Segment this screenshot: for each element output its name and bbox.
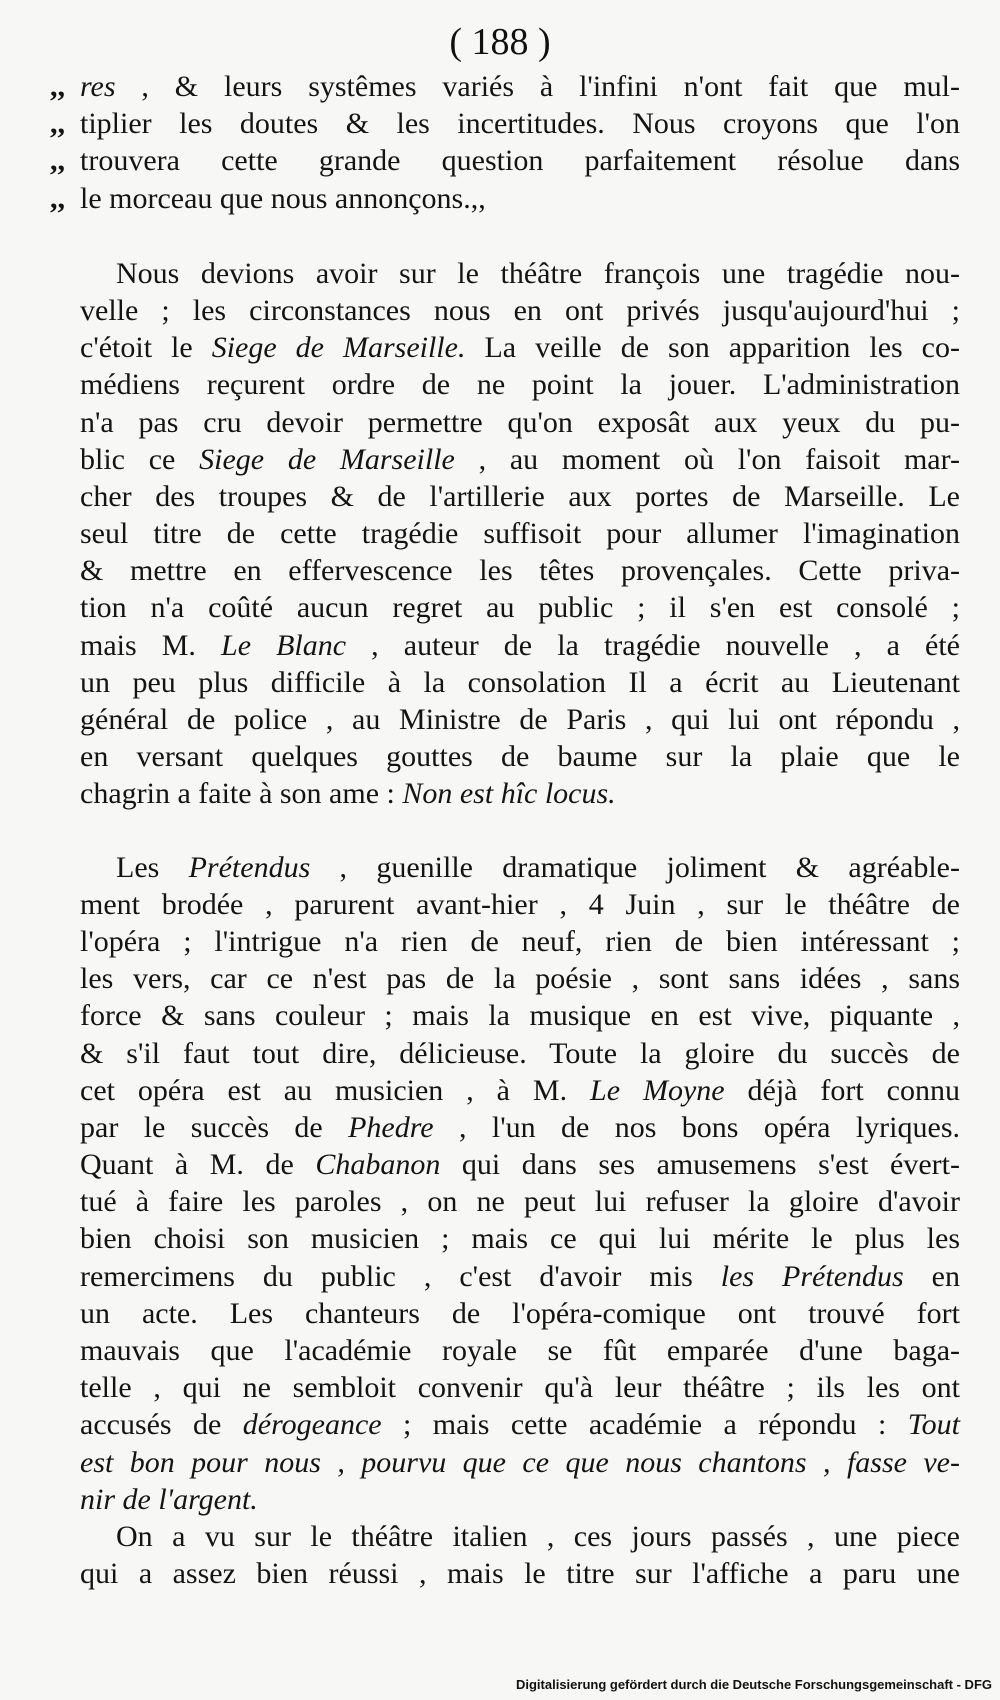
text-run: , & leurs systêmes variés à l'infini n'ont fait que mul-: [115, 70, 960, 103]
text-run: un peu plus difficile à la consolation Il a écrit au Lieutenant: [80, 665, 960, 699]
text-run: trouvera cette grande question parfaitement résolue dans: [80, 144, 960, 178]
text-run: , guenille dramatique joliment & agréable-: [310, 850, 960, 884]
italic-text: est bon pour nous , pourvu que ce que nous chantons , fasse ve-: [80, 1445, 960, 1479]
text-line: [80, 478, 960, 515]
text-line: [50, 105, 960, 142]
text-run: par le succès de: [80, 1110, 349, 1144]
text-run: tué à faire les paroles , on ne peut lui refuser la gloire d'avoir: [80, 1185, 960, 1219]
text-run: , auteur de la tragédie nouvelle , a été: [346, 628, 960, 662]
text-run: ; mais cette académie a répondu :: [381, 1408, 908, 1442]
text-run: déjà fort connu: [724, 1073, 960, 1107]
text-run: en versant quelques gouttes de baume sur la plaie que le: [80, 740, 960, 774]
text-run: en: [903, 1259, 960, 1293]
text-run: mauvais que l'académie royale se fût emparée d'une baga-: [80, 1334, 960, 1367]
text-run: le morceau que nous annonçons.,,: [80, 181, 486, 215]
text-line: [80, 404, 960, 441]
text-run: l'opéra ; l'intrigue n'a rien de neuf, rien de bien intéressant ;: [80, 924, 960, 958]
paragraph-siege-de-marseille: [80, 255, 960, 813]
italic-text: res: [80, 70, 116, 103]
paragraph-gap: [80, 813, 960, 849]
text-run: les vers, car ce n'est pas de la poésie , sont sans idées , sans: [80, 962, 960, 996]
text-run: telle , qui ne sembloit convenir qu'à leur théâtre ; ils les ont: [80, 1371, 960, 1405]
text-line: [80, 775, 960, 812]
text-line: [80, 1146, 960, 1183]
text-line: [80, 886, 960, 923]
text-run: ment brodée , parurent avant-hier , 4 Juin , sur le théâtre de: [80, 887, 960, 921]
text-line: [80, 664, 960, 701]
text-line: [80, 1295, 960, 1332]
text-run: & s'il faut tout dire, délicieuse. Toute la gloire du succès de: [80, 1036, 960, 1070]
text-run: tion n'a coûté aucun regret au public ; il s'en est consolé ;: [80, 591, 960, 625]
text-run: , au moment où l'on faisoit mar-: [454, 442, 960, 476]
text-run: On a vu sur le théâtre italien , ces jours passés , une piece: [116, 1519, 960, 1553]
text-line: [80, 1444, 960, 1481]
text-line: [80, 552, 960, 589]
text-run: Quant à M. de: [80, 1148, 316, 1182]
text-run: qui a assez bien réussi , mais le titre sur l'affiche a paru une: [80, 1557, 960, 1591]
text-run: général de police , au Ministre de Paris , qui lui ont répondu ,: [80, 703, 960, 736]
digitization-credit: Digitalisierung gefördert durch die Deutsche Forschungsgemeinschaft - DFG: [515, 1677, 992, 1692]
text-line: [80, 1035, 960, 1072]
text-line: [80, 1406, 960, 1443]
italic-text: Siege de Marseille: [199, 442, 455, 476]
italic-text: Phedre: [348, 1110, 434, 1144]
text-run: blic ce: [80, 442, 200, 476]
text-run: velle ; les circonstances nous en ont privés jusqu'aujourd'hui ;: [80, 293, 960, 327]
text-column: [50, 68, 960, 1592]
italic-text: Siege de Marseille.: [211, 331, 466, 365]
text-run: n'a pas cru devoir permettre qu'on exposât aux yeux du pu-: [80, 405, 960, 439]
italic-text: Le Moyne: [590, 1073, 725, 1107]
text-line: [80, 960, 960, 997]
text-line: [80, 997, 960, 1034]
text-line: [80, 1369, 960, 1406]
text-line: [80, 255, 960, 292]
text-run: qui dans ses amusemens s'est évert-: [440, 1148, 960, 1182]
quote-mark: ,,: [50, 107, 65, 141]
text-line: [80, 329, 960, 366]
italic-text: nir de l'argent.: [80, 1482, 258, 1516]
paragraph-les-pretendus: [80, 849, 960, 1518]
text-line: [80, 1481, 960, 1518]
text-line: [80, 1518, 960, 1555]
text-run: tiplier les doutes & les incertitudes. Nous croyons que l'on: [80, 107, 960, 141]
italic-text: Le Blanc: [221, 628, 347, 662]
text-line: [80, 589, 960, 626]
quote-mark: ,,: [50, 70, 65, 103]
text-line: [80, 292, 960, 329]
text-run: & mettre en effervescence les têtes provençales. Cette priva-: [80, 554, 960, 588]
text-line: [80, 627, 960, 664]
text-line: [80, 441, 960, 478]
text-line: [80, 515, 960, 552]
text-line: [50, 142, 960, 179]
text-line: [50, 180, 960, 217]
text-run: seul titre de cette tragédie suffisoit pour allumer l'imagination: [80, 517, 960, 551]
text-line: [80, 1220, 960, 1257]
text-run: Nous devions avoir sur le théâtre françois une tragédie nou-: [116, 256, 960, 290]
text-run: Les: [116, 850, 189, 884]
quote-block: [50, 68, 960, 217]
text-line: [80, 701, 960, 738]
text-line: [80, 1332, 960, 1369]
quote-mark: ,,: [50, 144, 65, 178]
text-line: [80, 1109, 960, 1146]
text-run: c'étoit le: [80, 331, 212, 365]
italic-text: Tout: [907, 1408, 960, 1442]
text-line: [80, 738, 960, 775]
text-run: médiens reçurent ordre de ne point la jouer. L'administration: [80, 368, 960, 402]
quote-mark: ,,: [50, 181, 65, 215]
text-line: [80, 1555, 960, 1592]
text-run: La veille de son apparition les co-: [465, 331, 960, 365]
text-run: , l'un de nos bons opéra lyriques.: [433, 1110, 960, 1144]
text-line: [80, 366, 960, 403]
italic-text: dérogeance: [242, 1408, 382, 1442]
paragraph-gap: [80, 217, 960, 255]
text-line: [80, 849, 960, 886]
italic-text: Non est hîc locus.: [402, 777, 616, 811]
text-line: [50, 68, 960, 105]
text-run: cher des troupes & de l'artillerie aux portes de Marseille. Le: [80, 479, 960, 513]
text-run: mais M.: [80, 628, 222, 662]
text-run: bien choisi son musicien ; mais ce qui lui mérite le plus les: [80, 1222, 960, 1256]
text-run: remercimens du public , c'est d'avoir mis: [80, 1259, 721, 1293]
text-run: chagrin a faite à son ame :: [80, 777, 403, 811]
text-line: [80, 1183, 960, 1220]
text-line: [80, 1258, 960, 1295]
italic-text: Chabanon: [315, 1148, 441, 1182]
text-run: cet opéra est au musicien , à M.: [80, 1073, 591, 1107]
italic-text: Prétendus: [188, 850, 311, 884]
text-run: accusés de: [80, 1408, 243, 1442]
text-line: [80, 923, 960, 960]
text-line: [80, 1072, 960, 1109]
paragraph-theatre-italien: [80, 1518, 960, 1592]
text-run: un acte. Les chanteurs de l'opéra-comique ont trouvé fort: [80, 1296, 960, 1330]
italic-text: les Prétendus: [720, 1259, 904, 1293]
text-run: force & sans couleur ; mais la musique en est vive, piquante ,: [80, 999, 960, 1033]
page-number: ( 188 ): [449, 21, 551, 63]
